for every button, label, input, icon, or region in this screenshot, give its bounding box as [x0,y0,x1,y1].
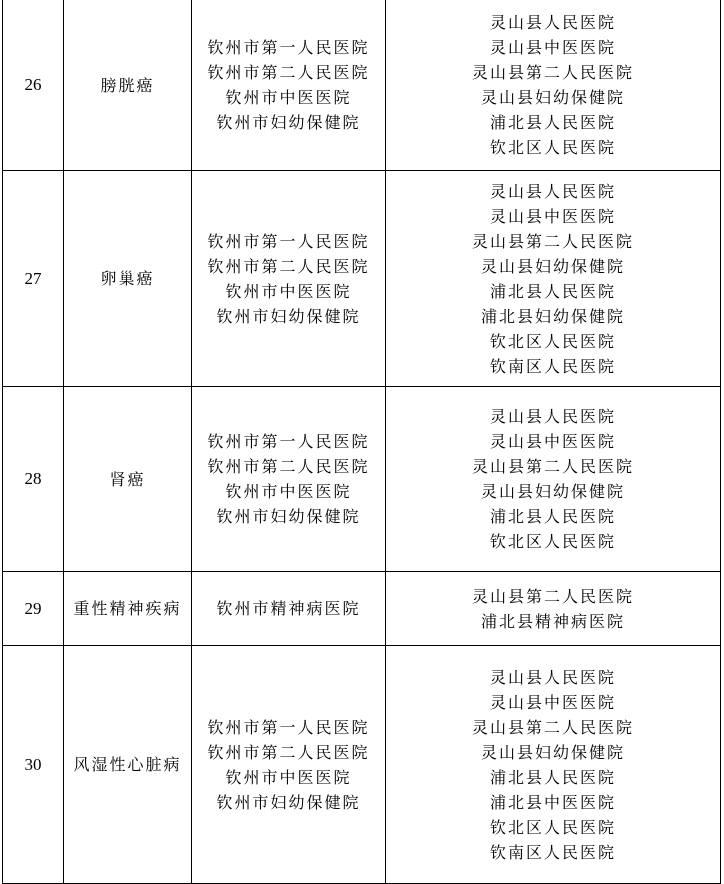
city-hospital: 钦州市第二人民医院 [207,256,370,276]
city-hospital: 钦州市第二人民医院 [207,742,370,762]
city-hospital: 钦州市第一人民医院 [207,717,370,737]
disease-name: 膀胱癌 [64,0,192,171]
county-hospital: 灵山县中医医院 [489,206,616,226]
county-hospital: 钦南区人民医院 [489,842,616,862]
county-hospital: 浦北县中医医院 [489,792,616,812]
disease-name: 肾癌 [64,387,192,572]
hospital-table [2,0,721,884]
county-hospital: 灵山县妇幼保健院 [480,88,625,107]
county-hospital: 浦北县人民医院 [489,113,616,132]
city-hospital: 钦州市第一人民医院 [207,432,370,451]
city-hospital: 钦州市妇幼保健院 [216,792,361,812]
county-hospital: 灵山县第二人民医院 [471,231,634,251]
row-number: 28 [3,387,64,572]
city-hospital-list [192,572,386,646]
county-hospital: 灵山县人民医院 [489,407,616,426]
city-hospital: 钦州市中医医院 [225,88,352,107]
county-hospital: 灵山县人民医院 [489,13,616,32]
row-number: 26 [3,0,64,171]
county-hospital: 钦北区人民医院 [489,331,616,351]
table-row [3,171,721,387]
table-row [3,0,721,171]
county-hospital: 灵山县中医医院 [489,38,616,57]
city-hospital: 钦州市中医医院 [225,767,352,787]
city-hospital: 钦州市第一人民医院 [207,231,370,251]
city-hospital: 钦州市中医医院 [225,281,352,301]
row-number: 30 [3,646,64,884]
city-hospital-list [192,0,386,171]
city-hospital: 钦州市第二人民医院 [207,457,370,476]
county-hospital: 灵山县第二人民医院 [471,457,634,476]
disease-name: 重性精神疾病 [64,572,192,646]
table-row [3,572,721,646]
table-row [3,646,721,884]
row-number: 27 [3,171,64,387]
county-hospital: 灵山县人民医院 [489,181,616,201]
county-hospital: 灵山县妇幼保健院 [480,482,625,501]
county-hospital-list [386,572,721,646]
county-hospital: 灵山县中医医院 [489,432,616,451]
city-hospital-list [192,646,386,884]
city-hospital: 钦州市妇幼保健院 [216,113,361,132]
city-hospital: 钦州市第一人民医院 [207,38,370,57]
county-hospital: 灵山县第二人民医院 [471,586,634,606]
city-hospital: 钦州市妇幼保健院 [216,306,361,326]
city-hospital: 钦州市精神病医院 [216,599,361,618]
county-hospital: 灵山县妇幼保健院 [480,742,625,762]
county-hospital: 灵山县第二人民医院 [471,63,634,82]
table-row [3,387,721,572]
disease-name: 卵巢癌 [64,171,192,387]
city-hospital-list [192,171,386,387]
county-hospital: 浦北县人民医院 [489,507,616,526]
county-hospital-list [386,0,721,171]
county-hospital: 钦北区人民医院 [489,817,616,837]
county-hospital-list [386,646,721,884]
county-hospital-list [386,387,721,572]
row-number: 29 [3,572,64,646]
city-hospital: 钦州市中医医院 [225,482,352,501]
county-hospital: 灵山县妇幼保健院 [480,256,625,276]
county-hospital: 灵山县中医医院 [489,692,616,712]
county-hospital: 浦北县妇幼保健院 [480,306,625,326]
county-hospital: 灵山县第二人民医院 [471,717,634,737]
county-hospital: 钦南区人民医院 [489,356,616,376]
disease-name: 风湿性心脏病 [64,646,192,884]
county-hospital: 钦北区人民医院 [489,138,616,157]
table-body [3,0,721,884]
county-hospital-list [386,171,721,387]
county-hospital: 钦北区人民医院 [489,532,616,551]
county-hospital: 浦北县精神病医院 [480,611,625,631]
county-hospital: 浦北县人民医院 [489,281,616,301]
city-hospital: 钦州市妇幼保健院 [216,507,361,526]
county-hospital: 灵山县人民医院 [489,667,616,687]
city-hospital-list [192,387,386,572]
city-hospital: 钦州市第二人民医院 [207,63,370,82]
county-hospital: 浦北县人民医院 [489,767,616,787]
